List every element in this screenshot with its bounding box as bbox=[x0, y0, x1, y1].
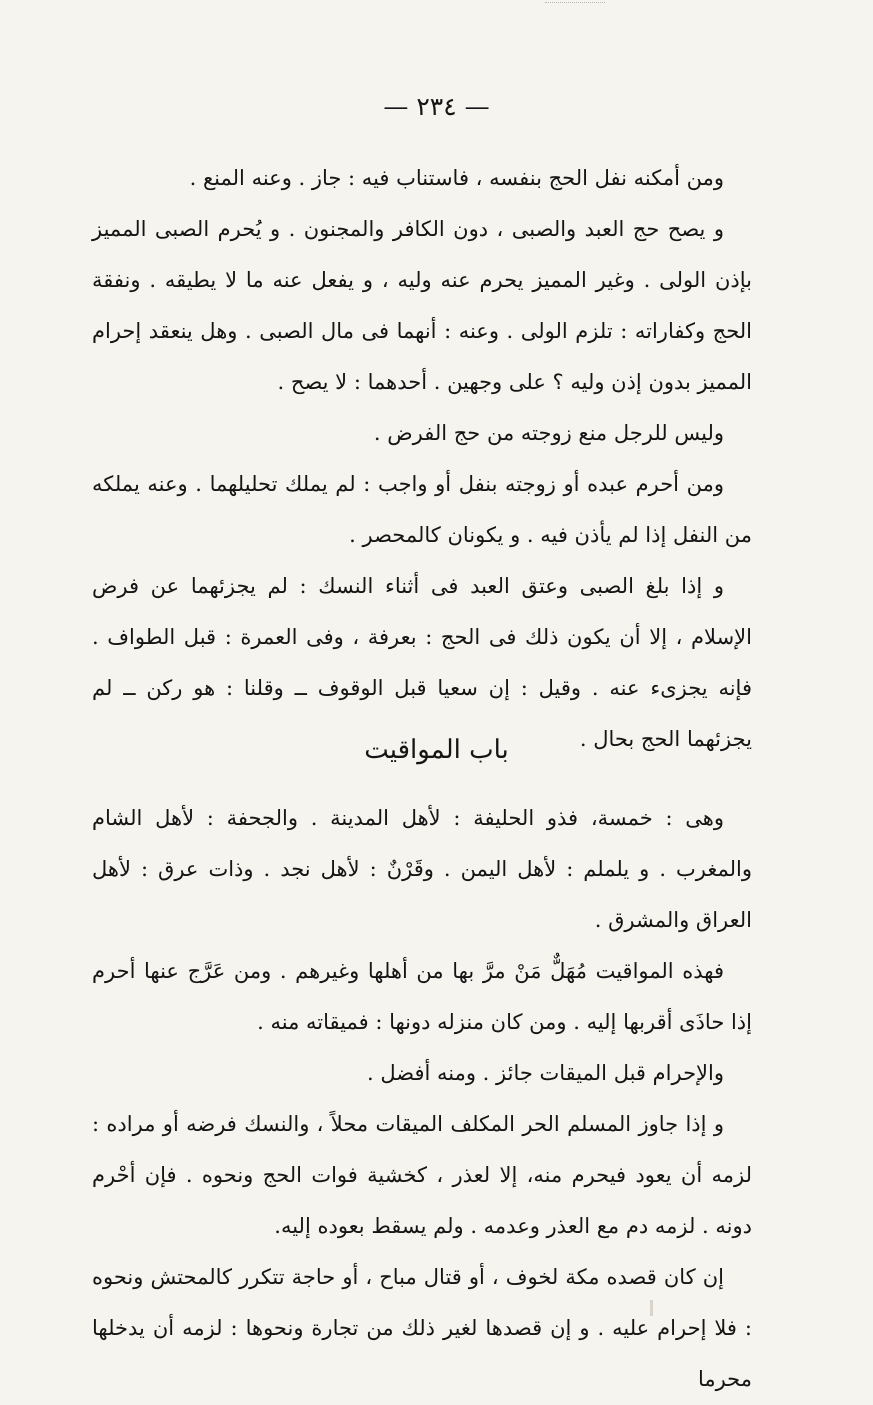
paragraph: و إذا جاوز المسلم الحر المكلف الميقات محلاً ، والنسك فرضه أو مراده : لزمه أن يعود فيحرم منه، إلا لعذر ، كخشية فوات الحج ونحوه . فإن أحْرم دونه . لزمه دم مع العذر وعدمه . ولم يسقط بعوده إليه. bbox=[92, 1112, 752, 1238]
text-block-before-heading bbox=[92, 153, 752, 765]
paragraph: ومن أحرم عبده أو زوجته بنفل أو واجب : لم يملك تحليلهما . وعنه يملكه من النفل إذا لم يأذن فيه . و يكونان كالمحصر . bbox=[92, 472, 752, 547]
paragraph: و يصح حج العبد والصبى ، دون الكافر والمجنون . و يُحرم الصبى المميز بإذن الولى . وغير المميز يحرم عنه وليه ، و يفعل عنه ما لا يطيقه . ونفقة الحج وكفاراته : تلزم الولى . وعنه : أنهما فى مال الصبى . وهل ينعقد إحرام المميز بدون إذن وليه ؟ على وجهين . أحدهما : لا يصح . bbox=[92, 217, 752, 394]
paragraph: ومن أمكنه نفل الحج بنفسه ، فاستناب فيه : جاز . وعنه المنع . bbox=[189, 166, 724, 190]
scan-artifact-mark bbox=[650, 1300, 653, 1316]
paragraph: فهذه المواقيت مُهَلٌّ مَنْ مرَّ بها من أهلها وغيرهم . ومن عَرَّج عنها أحرم إذا حاذَى أقربها إليه . ومن كان منزله دونها : فميقاته منه . bbox=[92, 959, 752, 1034]
page-number: — ٢٣٤ — bbox=[383, 92, 490, 121]
chapter-heading: باب المواقيت bbox=[364, 735, 509, 765]
text-block-after-heading bbox=[92, 793, 752, 1405]
paragraph: وليس للرجل منع زوجته من حج الفرض . bbox=[373, 421, 724, 445]
paragraph: إن كان قصده مكة لخوف ، أو قتال مباح ، أو حاجة تتكرر كالمحتش ونحوه : فلا إحرام عليه . و إن قصدها لغير ذلك من تجارة ونحوها : لزمه أن يدخلها محرما bbox=[92, 1265, 752, 1391]
paragraph: و إذا بلغ الصبى وعتق العبد فى أثناء النسك : لم يجزئهما عن فرض الإسلام ، إلا أن يكون ذلك فى الحج : بعرفة ، وفى العمرة : قبل الطواف . فإنه يجزىء عنه . وقيل : إن سعيا قبل الوقوف ــ وقلنا : هو ركن ــ لم يجزئهما الحج بحال . bbox=[92, 574, 752, 751]
paragraph: وهى : خمسة، فذو الحليفة : لأهل المدينة . والجحفة : لأهل الشام والمغرب . و يلملم : لأهل اليمن . وقَرْنٌ : لأهل نجد . وذات عرق : لأهل العراق والمشرق . bbox=[92, 806, 752, 932]
paragraph: والإحرام قبل الميقات جائز . ومنه أفضل . bbox=[367, 1061, 724, 1085]
scan-edge-mark bbox=[545, 2, 605, 9]
